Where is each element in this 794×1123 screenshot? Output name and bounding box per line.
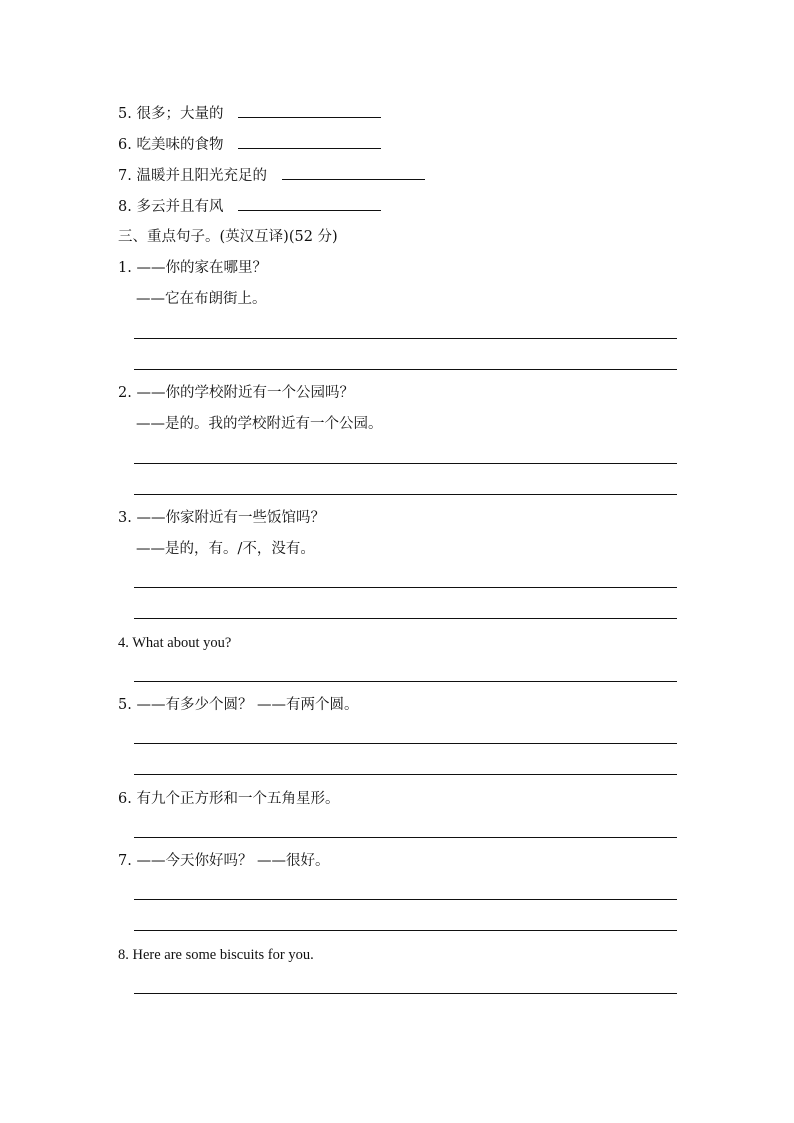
answer-line[interactable] xyxy=(134,463,677,464)
vocab-item-6 xyxy=(118,134,381,154)
question-2-line-b: ——是的。我的学校附近有一个公园。 xyxy=(136,416,383,432)
question-6: 6. 有九个正方形和一个五角星形。 xyxy=(118,791,340,807)
question-3-line-b: ——是的，有。/不，没有。 xyxy=(136,541,315,557)
vocab-label: 5. 很多；大量的 xyxy=(118,106,224,122)
vocab-item-8 xyxy=(118,196,381,216)
answer-line[interactable] xyxy=(134,899,677,900)
question-7: 7. ——今天你好吗？ ——很好。 xyxy=(118,853,330,869)
question-4: 4. What about you? xyxy=(118,635,232,651)
vocab-blank[interactable] xyxy=(238,196,381,211)
vocab-label: 8. 多云并且有风 xyxy=(118,199,224,215)
question-5: 5. ——有多少个圆？ ——有两个圆。 xyxy=(118,697,359,713)
answer-line[interactable] xyxy=(134,930,677,931)
question-8: 8. Here are some biscuits for you. xyxy=(118,947,314,963)
vocab-blank[interactable] xyxy=(282,165,425,180)
vocab-label: 6. 吃美味的食物 xyxy=(118,137,224,153)
answer-line[interactable] xyxy=(134,681,677,682)
vocab-item-5 xyxy=(118,103,381,123)
vocab-blank[interactable] xyxy=(238,134,381,149)
question-3-line-a: 3. ——你家附近有一些饭馆吗？ xyxy=(118,510,325,526)
question-2-line-a: 2. ——你的学校附近有一个公园吗？ xyxy=(118,385,354,401)
question-1-line-b: ——它在布朗街上。 xyxy=(136,291,267,307)
answer-line[interactable] xyxy=(134,587,677,588)
answer-line[interactable] xyxy=(134,993,677,994)
answer-line[interactable] xyxy=(134,369,677,370)
answer-line[interactable] xyxy=(134,774,677,775)
answer-line[interactable] xyxy=(134,618,677,619)
answer-line[interactable] xyxy=(134,338,677,339)
vocab-item-7 xyxy=(118,165,425,185)
section-title: 三、重点句子。(英汉互译)(52 分) xyxy=(118,229,338,245)
vocab-label: 7. 温暖并且阳光充足的 xyxy=(118,168,267,184)
answer-line[interactable] xyxy=(134,494,677,495)
answer-line[interactable] xyxy=(134,837,677,838)
question-1-line-a: 1. ——你的家在哪里？ xyxy=(118,260,267,276)
vocab-blank[interactable] xyxy=(238,103,381,118)
answer-line[interactable] xyxy=(134,743,677,744)
